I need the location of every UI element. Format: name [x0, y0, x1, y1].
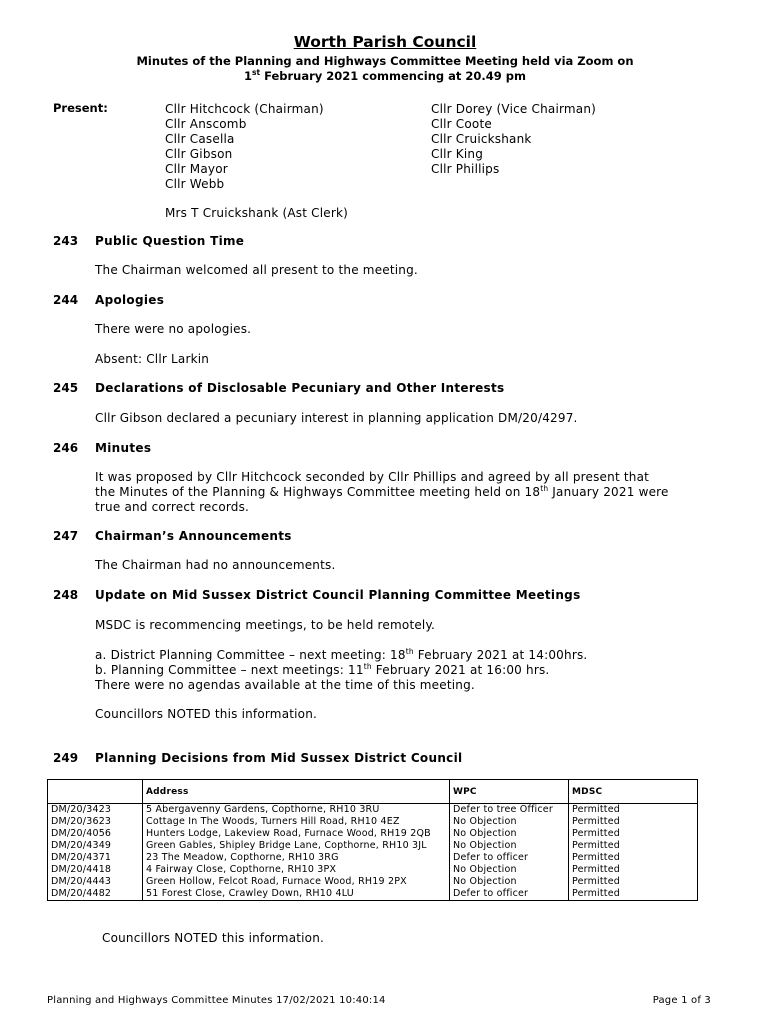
application-address: Hunters Lodge, Lakeview Road, Furnace Wood, RH19 2QB	[143, 828, 450, 840]
table-header-row	[48, 780, 698, 804]
item-text-246	[95, 470, 695, 515]
item-number-249: 249	[53, 751, 79, 765]
meeting-a-pre: a. District Planning Committee – next meeting: 18	[95, 648, 406, 662]
subtitle-day-suffix: st	[252, 68, 261, 78]
subtitle-line-1: Minutes of the Planning and Highways Committee Meeting held via Zoom on	[136, 54, 634, 68]
application-address: 4 Fairway Close, Copthorne, RH10 3PX	[143, 864, 450, 876]
table-row	[48, 840, 698, 852]
attendee: Cllr Webb	[165, 177, 225, 191]
mdsc-decision: Permitted	[569, 840, 698, 852]
wpc-decision: No Objection	[450, 876, 569, 888]
item-heading-245: Declarations of Disclosable Pecuniary and Other Interests	[95, 381, 505, 395]
minutes-line-2-suffix: th	[540, 484, 549, 493]
present-list-right	[431, 102, 596, 177]
item-text-248-intro: MSDC is recommencing meetings, to be held remotely.	[95, 618, 436, 632]
application-address: Green Hollow, Felcot Road, Furnace Wood, RH19 2PX	[143, 876, 450, 888]
application-ref: DM/20/4349	[48, 840, 143, 852]
item-text-248-list	[95, 648, 695, 693]
document-subtitle	[0, 54, 770, 84]
item-heading-249: Planning Decisions from Mid Sussex District Council	[95, 751, 463, 765]
minutes-line-2b: January 2021 were	[548, 485, 669, 499]
attendee: Cllr Coote	[431, 117, 492, 131]
application-ref: DM/20/4482	[48, 888, 143, 901]
item-text-244-absent: Absent: Cllr Larkin	[95, 352, 210, 366]
application-ref: DM/20/4056	[48, 828, 143, 840]
application-address: 51 Forest Close, Crawley Down, RH10 4LU	[143, 888, 450, 901]
item-heading-246: Minutes	[95, 441, 152, 455]
clerk-name: Mrs T Cruickshank (Ast Clerk)	[165, 206, 348, 220]
item-heading-243: Public Question Time	[95, 234, 245, 248]
attendee: Cllr Mayor	[165, 162, 228, 176]
footer-document-info: Planning and Highways Committee Minutes 17/02/2021 10:40:14	[47, 995, 386, 1006]
table-row	[48, 828, 698, 840]
application-ref: DM/20/4418	[48, 864, 143, 876]
subtitle-day: 1	[243, 69, 252, 83]
attendee: Cllr Gibson	[165, 147, 233, 161]
table-row	[48, 888, 698, 901]
application-address: Cottage In The Woods, Turners Hill Road, RH10 4EZ	[143, 816, 450, 828]
attendee: Cllr Anscomb	[165, 117, 247, 131]
minutes-line-2a: the Minutes of the Planning & Highways Committee meeting held on 18	[95, 485, 541, 499]
application-ref: DM/20/4371	[48, 852, 143, 864]
wpc-decision: Defer to officer	[450, 888, 569, 901]
subtitle-line-2	[0, 69, 770, 84]
wpc-decision: No Objection	[450, 864, 569, 876]
mdsc-decision: Permitted	[569, 876, 698, 888]
application-ref: DM/20/4443	[48, 876, 143, 888]
column-header-mdsc: MDSC	[569, 780, 698, 804]
attendee: Cllr Phillips	[431, 162, 500, 176]
wpc-decision: No Objection	[450, 828, 569, 840]
meeting-b-suffix: th	[363, 662, 372, 671]
item-heading-244: Apologies	[95, 293, 165, 307]
wpc-decision: Defer to officer	[450, 852, 569, 864]
minutes-line-2	[95, 485, 695, 500]
table-row	[48, 804, 698, 817]
meeting-a-post: February 2021 at 14:00hrs.	[413, 648, 588, 662]
table-row	[48, 864, 698, 876]
present-list-left	[165, 102, 324, 192]
document-title: Worth Parish Council	[293, 33, 477, 51]
mdsc-decision: Permitted	[569, 888, 698, 901]
item-text-243: The Chairman welcomed all present to the meeting.	[95, 263, 418, 277]
attendee: Cllr King	[431, 147, 484, 161]
mdsc-decision: Permitted	[569, 816, 698, 828]
meeting-line-c: There were no agendas available at the time of this meeting.	[95, 678, 475, 692]
footer-page-number: Page 1 of 3	[652, 995, 711, 1006]
item-text-244-apologies: There were no apologies.	[95, 322, 252, 336]
application-address: Green Gables, Shipley Bridge Lane, Copthorne, RH10 3JL	[143, 840, 450, 852]
item-heading-248: Update on Mid Sussex District Council Planning Committee Meetings	[95, 588, 581, 602]
table-row	[48, 852, 698, 864]
attendee: Cllr Hitchcock (Chairman)	[165, 102, 324, 116]
meeting-line-a	[95, 648, 695, 663]
application-ref: DM/20/3623	[48, 816, 143, 828]
attendee: Cllr Cruickshank	[431, 132, 532, 146]
item-number-248: 248	[53, 588, 79, 602]
column-header-address: Address	[143, 780, 450, 804]
meeting-a-suffix: th	[405, 647, 414, 656]
planning-decisions-table	[47, 779, 698, 901]
meeting-b-post: February 2021 at 16:00 hrs.	[371, 663, 550, 677]
item-text-245: Cllr Gibson declared a pecuniary interest in planning application DM/20/4297.	[95, 411, 578, 425]
item-heading-247: Chairman’s Announcements	[95, 529, 292, 543]
mdsc-decision: Permitted	[569, 852, 698, 864]
column-header-wpc: WPC	[450, 780, 569, 804]
application-address: 5 Abergavenny Gardens, Copthorne, RH10 3RU	[143, 804, 450, 817]
application-ref: DM/20/3423	[48, 804, 143, 817]
application-address: 23 The Meadow, Copthorne, RH10 3RG	[143, 852, 450, 864]
wpc-decision: No Objection	[450, 816, 569, 828]
meeting-line-b	[95, 663, 695, 678]
mdsc-decision: Permitted	[569, 864, 698, 876]
wpc-decision: Defer to tree Officer	[450, 804, 569, 817]
present-label: Present:	[53, 101, 108, 115]
subtitle-rest: February 2021 commencing at 20.49 pm	[260, 69, 526, 83]
mdsc-decision: Permitted	[569, 804, 698, 817]
wpc-decision: No Objection	[450, 840, 569, 852]
item-text-247: The Chairman had no announcements.	[95, 558, 336, 572]
item-number-245: 245	[53, 381, 79, 395]
item-text-249-noted: Councillors NOTED this information.	[102, 931, 325, 945]
table-row	[48, 816, 698, 828]
attendee: Cllr Dorey (Vice Chairman)	[431, 102, 597, 116]
item-number-244: 244	[53, 293, 79, 307]
meeting-b-pre: b. Planning Committee – next meetings: 11	[95, 663, 364, 677]
item-number-243: 243	[53, 234, 79, 248]
item-text-248-noted: Councillors NOTED this information.	[95, 707, 318, 721]
attendee: Cllr Casella	[165, 132, 235, 146]
item-number-246: 246	[53, 441, 79, 455]
table-row	[48, 876, 698, 888]
mdsc-decision: Permitted	[569, 828, 698, 840]
minutes-line-3: true and correct records.	[95, 500, 250, 514]
item-number-247: 247	[53, 529, 79, 543]
column-header-reference	[48, 780, 143, 804]
minutes-line-1: It was proposed by Cllr Hitchcock seconded by Cllr Phillips and agreed by all present that	[95, 470, 650, 484]
